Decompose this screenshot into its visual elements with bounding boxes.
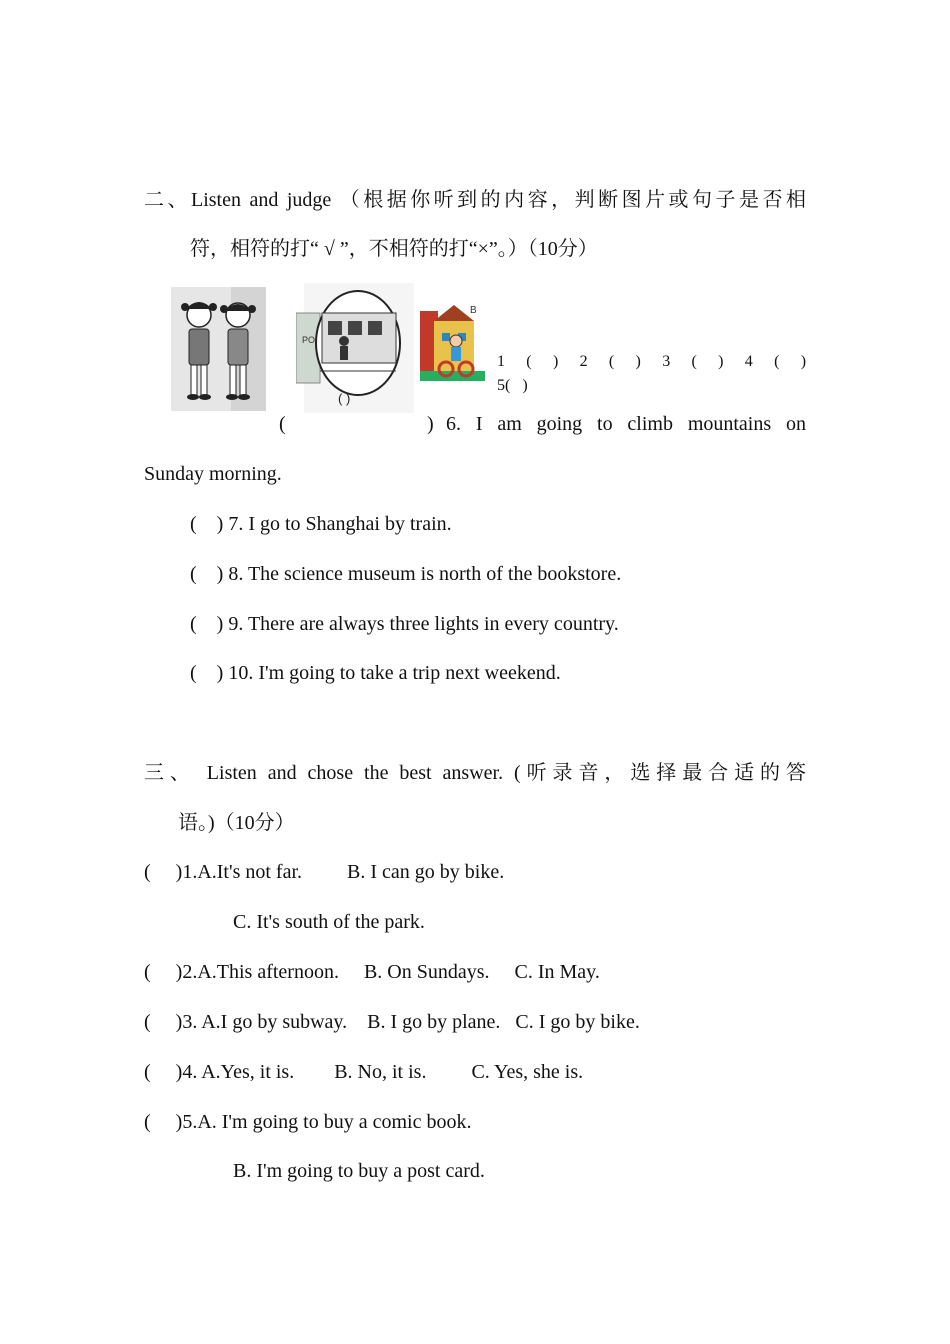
item7: ( ) 7. I go to Shanghai by train. [190,513,452,535]
item6-close-paren[interactable]: ) [427,413,434,435]
item6-text: 6. I am going to climb mountains on [446,413,806,435]
picture-answer-4[interactable]: 4 ( ) [744,353,807,370]
question3: ( )3. A.I go by subway. B. I go by plane. C. I go by bike. [144,1011,640,1033]
item8: ( ) 8. The science museum is north of the bookstore. [190,563,622,585]
item9: ( ) 9. There are always three lights in every country. [190,613,619,635]
question5-option-b: B. I'm going to buy a post card. [233,1160,485,1182]
picture-answer-3[interactable]: 3 ( ) [662,353,724,370]
item6-continuation: Sunday morning. [144,463,282,485]
question1-option-c: C. It's south of the park. [233,911,425,933]
item6-open-paren[interactable]: ( [279,413,286,435]
question1: ( )1.A.It's not far. B. I can go by bike. [144,861,505,883]
section2-heading-line1: 二、Listen and judge （根据你听到的内容，判断图片或句子是否相 [144,189,806,211]
picture-answers-row [497,354,806,370]
picture-answer-1[interactable]: 1 ( ) [497,353,559,370]
question4: ( )4. A.Yes, it is. B. No, it is. C. Yes, she is. [144,1061,584,1083]
picture-answer-5[interactable]: 5( ) [497,377,528,394]
two-girls-picture [171,287,266,416]
section3-heading-line1: 三、 Listen and chose the best answer. (听录音，选择最合适的答 [144,762,806,784]
section2-heading-line2: 符，相符的打“ √ ”，不相符的打“×”。）（10分） [190,238,598,260]
building-circle-picture [296,283,414,418]
item10: ( ) 10. I'm going to take a trip next weekend. [190,662,561,684]
sign-text: PO [302,335,316,345]
question5: ( )5.A. I'm going to buy a comic book. [144,1111,472,1133]
question2: ( )2.A.This afternoon. B. On Sundays. C. In May. [144,961,600,983]
sign-letter-b: B [470,305,477,316]
picture-answer-2[interactable]: 2 ( ) [579,353,641,370]
boy-bike-picture [420,301,485,388]
section3-heading-line2: 语。)（10分） [178,812,295,834]
circle-blank: ( ) [338,391,351,406]
